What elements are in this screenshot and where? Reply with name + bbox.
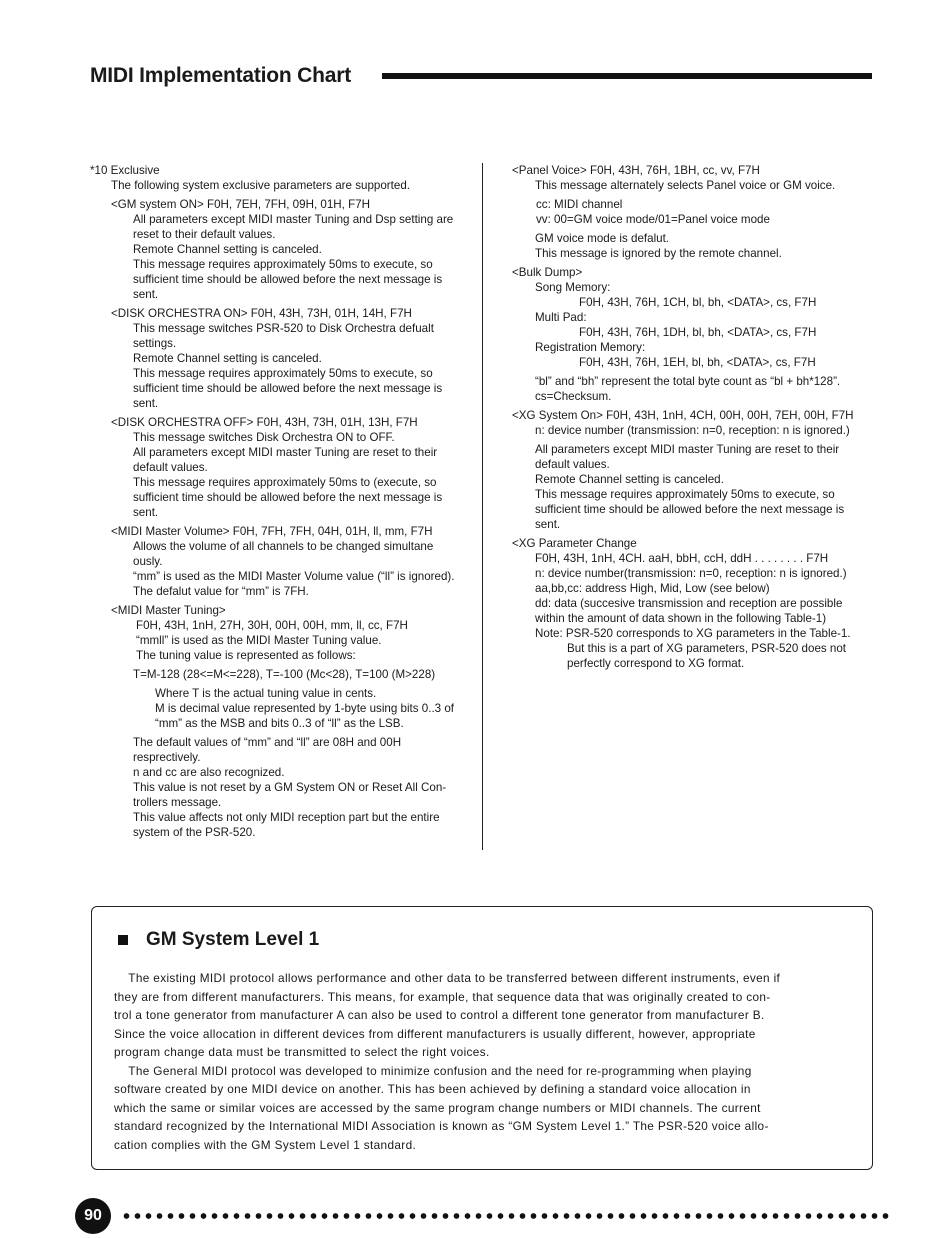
dotted-rule [121,1212,893,1220]
left-text-line: sent. [133,288,159,301]
left-text-line: ously. [133,555,163,568]
gm-text-line: software created by one MIDI device on another. This has been achieved by defining a standard voice allocation in [114,1082,751,1096]
left-text-line: <MIDI Master Volume> F0H, 7FH, 7FH, 04H, 01H, ll, mm, F7H [111,525,433,538]
gm-text-line: standard recognized by the International MIDI Association is known as “GM System Level 1.” The PSR-520 voice allo- [114,1119,769,1133]
left-text-line: sufficient time should be allowed before the next message is [133,273,443,286]
right-text-line: perfectly correspond to XG format. [567,657,745,670]
column-divider [482,163,483,850]
right-text-line: Song Memory: [535,281,611,294]
gm-box-body [114,969,856,1154]
gm-system-box [91,906,873,1170]
left-column [90,163,478,840]
right-text-line: F0H, 43H, 76H, 1EH, bl, bh, <DATA>, cs, F7H [579,356,816,369]
right-text-line: <Bulk Dump> [512,266,583,279]
right-text-line: This message alternately selects Panel voice or GM voice. [535,179,836,192]
left-text-line: T=M-128 (28<=M<=228), T=-100 (Mc<28), T=100 (M>228) [133,668,436,681]
right-text-line: Multi Pad: [535,311,587,324]
gm-text-line: they are from different manufacturers. This means, for example, that sequence data that was originally created to con- [114,989,771,1004]
right-text-line: All parameters except MIDI master Tuning are reset to their [535,443,840,456]
left-text-line: <DISK ORCHESTRA OFF> F0H, 43H, 73H, 01H, 13H, F7H [111,416,418,429]
right-text-line: n: device number (transmission: n=0, reception: n is ignored.) [535,424,850,437]
left-text-line: settings. [133,337,177,350]
header-rule [382,73,872,79]
page-header [90,62,872,94]
left-text-line: The default values of “mm” and “ll” are 08H and 00H [133,736,402,749]
page-number-badge [75,1198,111,1234]
left-text-line: <DISK ORCHESTRA ON> F0H, 43H, 73H, 01H, 14H, F7H [111,307,412,320]
left-text-line: This message requires approximately 50ms to execute, so [133,367,433,380]
left-text-line: Remote Channel setting is canceled. [133,352,322,365]
left-text-line: F0H, 43H, 1nH, 27H, 30H, 00H, 00H, mm, ll, cc, F7H [136,619,408,632]
right-text-line: default values. [535,458,610,471]
right-text-line: vv: 00=GM voice mode/01=Panel voice mode [536,213,770,226]
right-text-line: <Panel Voice> F0H, 43H, 76H, 1BH, cc, vv, F7H [512,164,760,177]
right-text-line: Registration Memory: [535,341,646,354]
right-text-line: within the amount of data shown in the following Table-1) [535,612,827,625]
right-text-line: But this is a part of XG parameters, PSR-520 does not [567,642,847,655]
right-text-line: “bl” and “bh” represent the total byte count as “bl + bh*128”. [535,375,841,388]
left-text-line: The tuning value is represented as follows: [136,649,356,662]
left-text-line: “mm” as the MSB and bits 0..3 of “ll” as the LSB. [155,717,404,730]
gm-box-title: GM System Level 1 [146,929,320,950]
left-text-line: The following system exclusive parameters are supported. [111,179,410,192]
left-text-line: sufficient time should be allowed before the next message is [133,491,443,504]
gm-text-line: program change data must be transmitted to select the right voices. [114,1045,490,1059]
gm-text-line: The existing MIDI protocol allows performance and other data to be transferred between different instruments, even if [114,971,781,985]
left-text-line: This value is not reset by a GM System ON or Reset All Con- [133,781,447,794]
right-text-line: sent. [535,518,561,531]
left-text-line: “mm” is used as the MIDI Master Volume value (“ll” is ignored). [133,570,455,583]
gm-text-line: which the same or similar voices are accessed by the same program change numbers or MIDI channels. The current [114,1100,761,1115]
left-text-line: This message switches Disk Orchestra ON to OFF. [133,431,395,444]
left-text-line: sufficient time should be allowed before the next message is [133,382,443,395]
left-text-line: This message switches PSR-520 to Disk Orchestra defualt [133,322,434,335]
right-text-line: This message requires approximately 50ms to execute, so [535,488,835,501]
gm-text-line: cation complies with the GM System Level 1 standard. [114,1137,417,1152]
gm-text-line: Since the voice allocation in different devices from different manufacturers is usually different, however, appropriate [114,1026,756,1041]
left-text-line: All parameters except MIDI master Tuning are reset to their [133,446,438,459]
page-title: MIDI Implementation Chart [90,64,352,87]
left-text-line: Remote Channel setting is canceled. [133,243,322,256]
page-number: 90 [84,1207,102,1224]
left-text-line: system of the PSR-520. [133,826,256,839]
left-text-line: Where T is the actual tuning value in cents. [155,687,377,700]
right-text-line: cs=Checksum. [535,390,612,403]
right-text-line: aa,bb,cc: address High, Mid, Low (see below) [535,582,770,595]
left-text-line: *10 Exclusive [90,164,160,177]
right-text-line: F0H, 43H, 1nH, 4CH. aaH, bbH, ccH, ddH . . . . . . . . F7H [535,552,829,565]
right-text-line: GM voice mode is defalut. [535,232,670,245]
left-text-line: This message requires approximately 50ms to (execute, so [133,476,437,489]
right-text-line: This message is ignored by the remote channel. [535,247,782,260]
right-text-line: <XG Parameter Change [512,537,637,550]
right-text-line: dd: data (succesive transmission and reception are possible [535,597,843,610]
square-bullet-icon [118,935,128,945]
left-text-line: sent. [133,506,159,519]
left-text-line: “mmll” is used as the MIDI Master Tuning value. [136,634,382,647]
left-text-line: Allows the volume of all channels to be changed simultane [133,540,434,553]
right-text-line: sufficient time should be allowed before the next message is [535,503,845,516]
left-text-line: trollers message. [133,796,222,809]
left-text-line: This value affects not only MIDI reception part but the entire [133,811,440,824]
left-text-line: This message requires approximately 50ms to execute, so [133,258,433,271]
left-text-line: <MIDI Master Tuning> [111,604,226,617]
right-text-line: <XG System On> F0H, 43H, 1nH, 4CH, 00H, 00H, 7EH, 00H, F7H [512,409,854,422]
left-text-line: M is decimal value represented by 1-byte using bits 0..3 of [155,702,455,715]
left-text-line: default values. [133,461,208,474]
right-text-line: n: device number(transmission: n=0, reception: n is ignored.) [535,567,847,580]
right-text-line: Remote Channel setting is canceled. [535,473,724,486]
left-text-line: <GM system ON> F0H, 7EH, 7FH, 09H, 01H, F7H [111,198,370,211]
gm-text-line: The General MIDI protocol was developed to minimize confusion and the need for re-programming when playing [114,1063,752,1078]
right-text-line: F0H, 43H, 76H, 1DH, bl, bh, <DATA>, cs, F7H [579,326,817,339]
right-text-line: cc: MIDI channel [536,198,623,211]
left-text-line: resprectively. [133,751,201,764]
left-text-line: All parameters except MIDI master Tuning and Dsp setting are [133,213,454,226]
gm-text-line: trol a tone generator from manufacturer A can also be used to control a different tone generator from manufacturer B. [114,1008,765,1022]
left-text-line: reset to their default values. [133,228,276,241]
right-column [512,163,882,671]
page-footer [75,1198,905,1238]
gm-box-heading [118,929,319,951]
left-text-line: The defalut value for “mm” is 7FH. [133,585,309,598]
left-text-line: n and cc are also recognized. [133,766,285,779]
right-text-line: Note: PSR-520 corresponds to XG parameters in the Table-1. [535,627,851,640]
left-text-line: sent. [133,397,159,410]
right-text-line: F0H, 43H, 76H, 1CH, bl, bh, <DATA>, cs, F7H [579,296,817,309]
